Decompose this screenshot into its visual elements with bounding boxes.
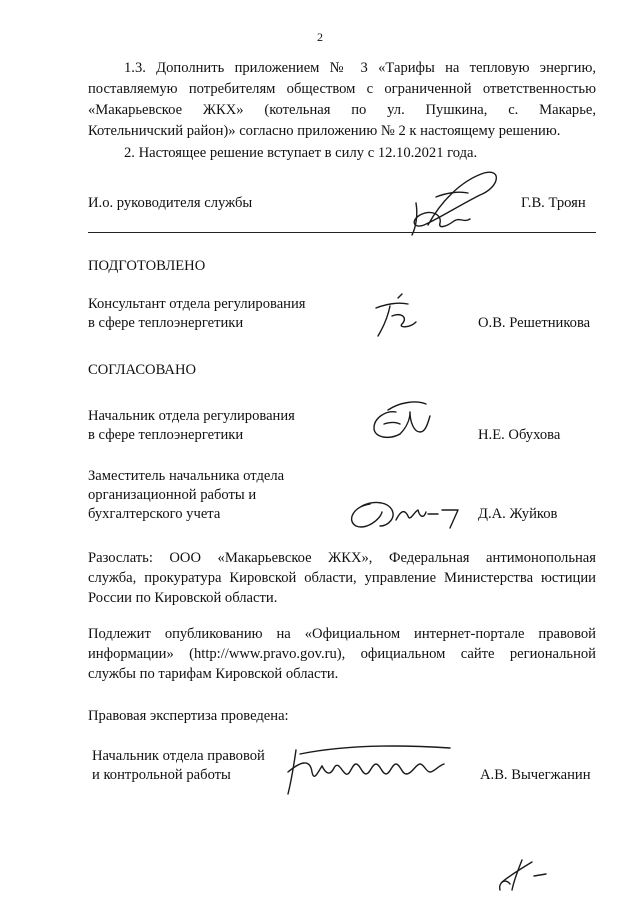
distribution-line: служба, прокуратура Кировской области, управление Министерства юстиции xyxy=(88,570,596,586)
prepared-position-line: Консультант отдела регулирования xyxy=(88,296,306,312)
agreed-position-line: Начальник отдела регулирования xyxy=(88,408,295,424)
agreed-position-line: бухгалтерского учета xyxy=(88,506,221,522)
signature-agreed-1 xyxy=(366,398,446,448)
clause-1-3-line: «Макарьевское ЖКХ» (котельная по ул. Пушкина, с. Макарье, xyxy=(88,102,596,118)
agreed-name: Н.Е. Обухова xyxy=(478,427,561,443)
agreed-name: Д.А. Жуйков xyxy=(478,506,558,522)
head-name: Г.В. Троян xyxy=(521,195,586,211)
clause-2: 2. Настоящее решение вступает в силу с 12.10.2021 года. xyxy=(124,145,478,161)
prepared-heading: ПОДГОТОВЛЕНО xyxy=(88,258,206,274)
clause-1-3-line: Котельничский район)» согласно приложению № 2 к настоящему решению. xyxy=(88,123,561,139)
divider-line xyxy=(88,232,596,233)
signature-legal-review xyxy=(280,738,460,804)
legal-review-position-line: Начальник отдела правовой xyxy=(92,748,265,764)
distribution-line: России по Кировской области. xyxy=(88,590,278,606)
publication-line: службы по тарифам Кировской области. xyxy=(88,666,339,682)
signature-prepared xyxy=(368,292,428,342)
agreed-position-line: организационной работы и xyxy=(88,487,257,503)
signature-head xyxy=(380,163,510,243)
signature-agreed-2 xyxy=(340,490,470,540)
clause-1-3-line: 1.3. Дополнить приложением № 3 «Тарифы на тепловую энергию, xyxy=(124,60,596,76)
publication-line: информации» (http://www.pravo.gov.ru), официальном сайте региональной xyxy=(88,646,596,662)
legal-review-text: Правовая экспертиза проведена: xyxy=(88,708,289,724)
agreed-heading: СОГЛАСОВАНО xyxy=(88,362,197,378)
publication-line: Подлежит опубликованию на «Официальном интернет-портале правовой xyxy=(88,626,596,642)
legal-review-position-line: и контрольной работы xyxy=(92,767,231,783)
head-position: И.о. руководителя службы xyxy=(88,195,253,211)
clause-1-3-line: поставляемую потребителям обществом с ограниченной ответственностью xyxy=(88,81,596,97)
page-number: 2 xyxy=(317,30,323,44)
agreed-position-line: в сфере теплоэнергетики xyxy=(88,427,244,443)
agreed-position-line: Заместитель начальника отдела xyxy=(88,468,285,484)
legal-review-name: А.В. Вычегжанин xyxy=(480,767,591,783)
initials-mark xyxy=(492,850,552,896)
prepared-position-line: в сфере теплоэнергетики xyxy=(88,315,244,331)
prepared-name: О.В. Решетникова xyxy=(478,315,591,331)
distribution-line: Разослать: ООО «Макарьевское ЖКХ», Федеральная антимонопольная xyxy=(88,550,596,566)
